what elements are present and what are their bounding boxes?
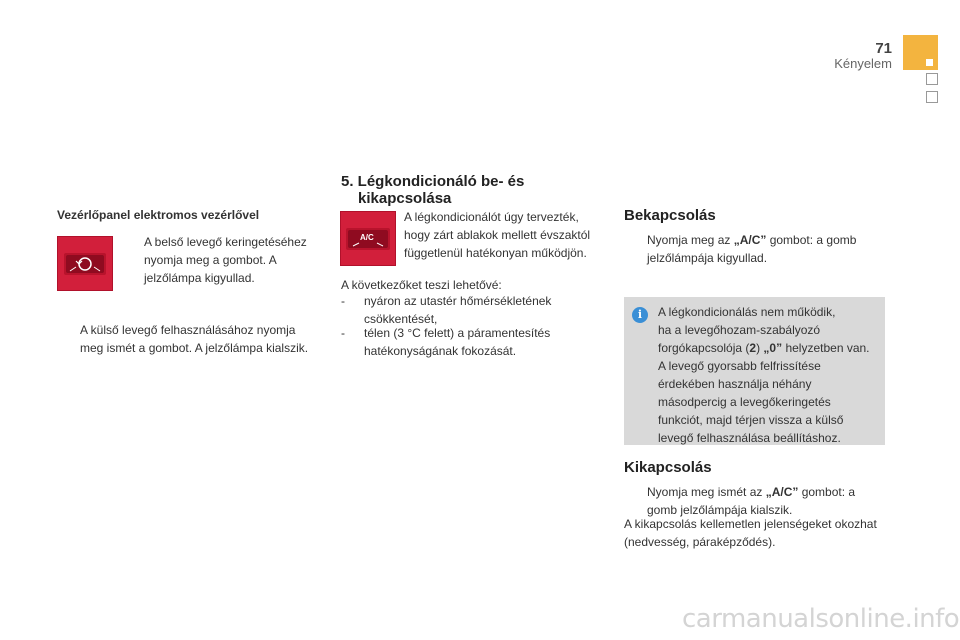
info-line8: levegő felhasználása beállításhoz. <box>658 431 841 445</box>
info-line3-pre: forgókapcsolója ( <box>658 341 750 355</box>
switch-off-note-line2: (nedvesség, páraképződés). <box>624 535 776 549</box>
info-icon: i <box>632 307 648 323</box>
chapter-tab <box>903 35 938 70</box>
section-title-control-panel: Vezérlőpanel elektromos vezérlővel <box>57 208 260 222</box>
info-line3 <box>658 339 870 357</box>
chapter-title: Kényelem <box>834 56 892 71</box>
effect2-line2: hatékonyságának fokozását. <box>364 344 517 358</box>
info-line3-ref: 2 <box>749 341 757 355</box>
info-line1: A légkondicionálás nem működik, <box>658 305 836 319</box>
recirculation-button-image <box>57 236 113 291</box>
external-air-text-line1: A külső levegő felhasználásához nyomja <box>80 323 296 337</box>
effects-title: A következőket teszi lehetővé: <box>341 278 502 292</box>
switch-off-text-pre: Nyomja meg ismét az <box>647 485 766 499</box>
info-line7: funkciót, majd térjen vissza a külső <box>658 413 844 427</box>
info-line3-post: helyzetben van. <box>782 341 870 355</box>
switch-off-title: Kikapcsolás <box>624 459 712 476</box>
switch-off-text-post: gombot: a <box>798 485 856 499</box>
effect2-line1: télen (3 °C felett) a páramentesítés <box>364 326 551 340</box>
nav-square-1 <box>926 73 938 85</box>
recirculation-icon <box>58 237 112 290</box>
switch-off-note-line1: A kikapcsolás kellemetlen jelenségeket okozhat <box>624 517 877 531</box>
ac-intro-line1: A légkondicionálót úgy tervezték, <box>404 210 579 224</box>
info-line2: ha a levegőhozam-szabályozó <box>658 323 821 337</box>
section-heading <box>341 173 524 207</box>
switch-on-text-pre: Nyomja meg az <box>647 233 734 247</box>
tab-marker <box>926 59 933 66</box>
info-box <box>624 297 885 445</box>
ac-button-image <box>340 211 396 266</box>
dash-2: - <box>341 326 345 340</box>
switch-on-line1 <box>647 231 856 249</box>
ac-intro-line3: függetlenül hatékonyan működjön. <box>404 246 587 260</box>
recirculation-text-line2: nyomja meg a gombot. A <box>144 253 277 267</box>
recirculation-text-line1: A belső levegő keringetéséhez <box>144 235 307 249</box>
switch-on-title: Bekapcsolás <box>624 207 716 224</box>
switch-off-button-name: „A/C” <box>765 485 799 499</box>
switch-on-line2: jelzőlámpája kigyullad. <box>647 251 768 265</box>
info-line3-position: „0” <box>763 341 783 355</box>
info-line3-mid: ) <box>756 341 764 355</box>
effect1-line1: nyáron az utastér hőmérsékletének <box>364 294 552 308</box>
page-number: 71 <box>875 40 892 57</box>
section-heading-line1: 5. Légkondicionáló be- és <box>341 173 525 190</box>
external-air-text-line2: meg ismét a gombot. A jelzőlámpa kialszik. <box>80 341 309 355</box>
recirculation-text-line3: jelzőlámpa kigyullad. <box>144 271 255 285</box>
watermark: carmanualsonline.info <box>682 604 960 634</box>
effect1-line2: csökkentését, <box>364 312 438 326</box>
ac-label: A/C <box>360 233 374 242</box>
section-heading-line2: kikapcsolása <box>358 190 452 207</box>
info-line4: A levegő gyorsabb felfrissítése <box>658 359 821 373</box>
switch-off-line1 <box>647 483 855 501</box>
info-line5: érdekében használja néhány <box>658 377 812 391</box>
nav-square-2 <box>926 91 938 103</box>
switch-off-line2: gomb jelzőlámpája kialszik. <box>647 503 793 517</box>
ac-intro-line2: hogy zárt ablakok mellett évszaktól <box>404 228 591 242</box>
info-line6: másodpercig a levegőkeringetés <box>658 395 831 409</box>
switch-on-button-name: „A/C” <box>733 233 767 247</box>
dash-1: - <box>341 294 345 308</box>
switch-on-text-post: gombot: a gomb <box>766 233 857 247</box>
